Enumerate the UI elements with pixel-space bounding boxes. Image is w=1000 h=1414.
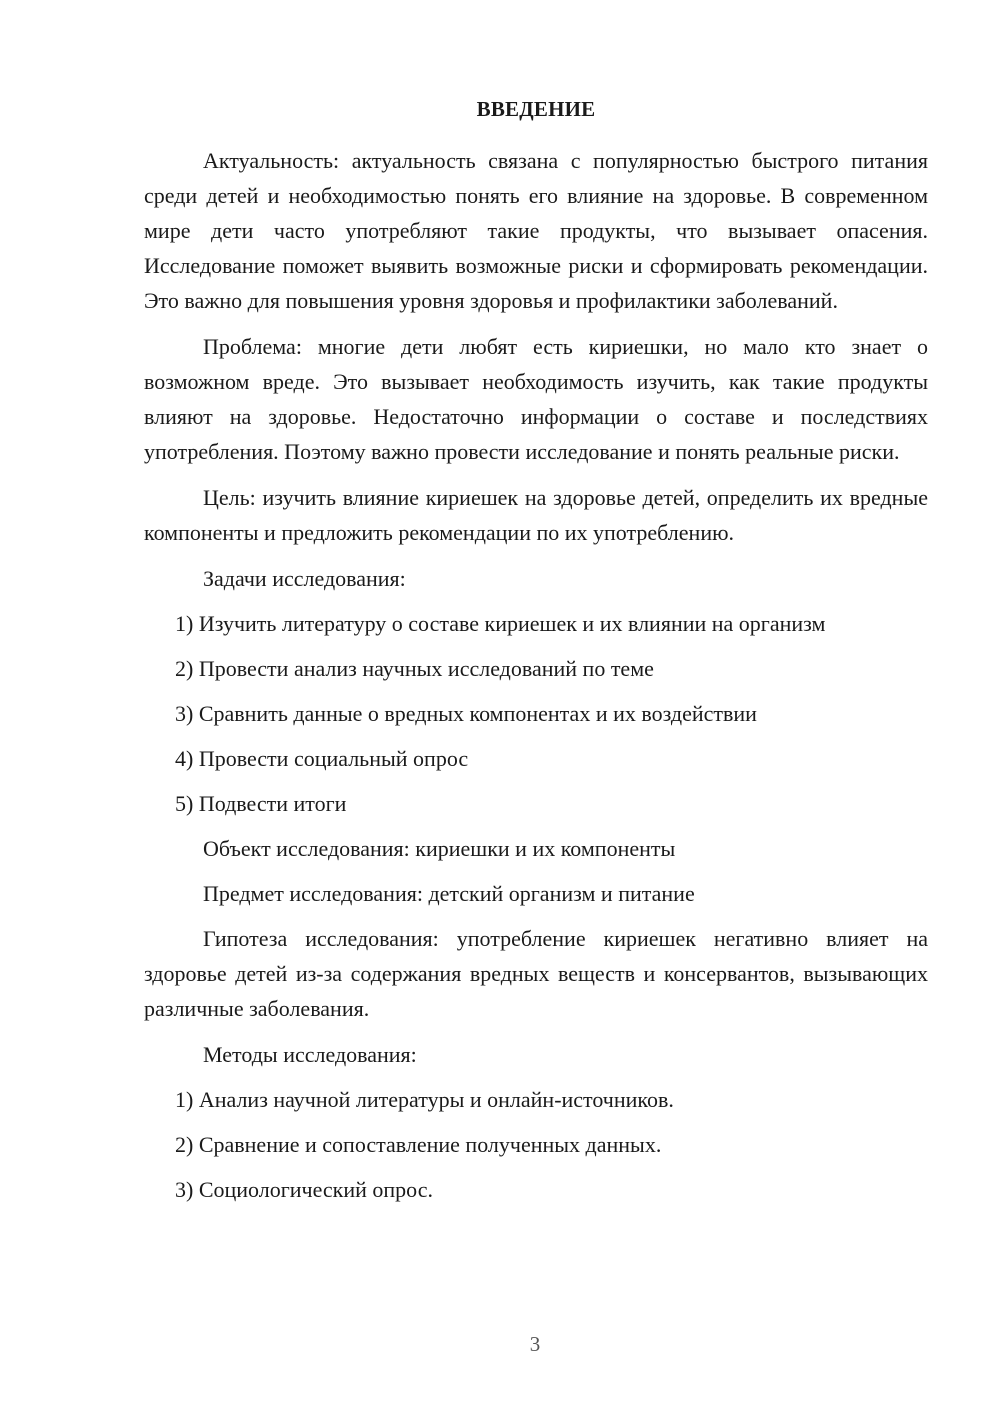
list-item: 1) Изучить литературу о составе кириешек и их влиянии на организм	[175, 611, 826, 636]
goal-paragraph: Цель: изучить влияние кириешек на здоровье детей, определить их вредные компоненты и предложить рекомендации по их употреблению.	[144, 485, 928, 545]
list-item: 2) Сравнение и сопоставление полученных данных.	[175, 1132, 662, 1157]
methods-title: Методы исследования:	[203, 1042, 417, 1067]
page-content	[144, 92, 928, 1217]
page-title: ВВЕДЕНИЕ	[476, 97, 596, 121]
list-item: 1) Анализ научной литературы и онлайн-источников.	[175, 1087, 674, 1112]
problem-paragraph: Проблема: многие дети любят есть кириешки, но мало кто знает о возможном вреде. Это вызывает необходимость изучить, как такие продукты влияют на здоровье. Недостаточно информации о составе и последствиях употребления. Поэтому важно провести исследование и понять реальные риски.	[144, 334, 928, 464]
list-item: 5) Подвести итоги	[175, 791, 347, 816]
tasks-list	[144, 606, 928, 821]
list-item: 2) Провести анализ научных исследований по теме	[175, 656, 654, 681]
relevance-paragraph: Актуальность: актуальность связана с популярностью быстрого питания среди детей и необходимостью понять его влияние на здоровье. В современном мире дети часто употребляют такие продукты, что вызывает опасения. Исследование поможет выявить возможные риски и сформировать рекомендации. Это важно для повышения уровня здоровья и профилактики заболеваний.	[144, 148, 928, 313]
hypothesis-paragraph: Гипотеза исследования: употребление кириешек негативно влияет на здоровье детей из-за содержания вредных веществ и консервантов, вызывающих различные заболевания.	[144, 926, 928, 1021]
research-subject: Предмет исследования: детский организм и питание	[203, 881, 695, 906]
list-item: 3) Сравнить данные о вредных компонентах и их воздействии	[175, 701, 757, 726]
tasks-title: Задачи исследования:	[203, 566, 406, 591]
list-item: 3) Социологический опрос.	[175, 1177, 433, 1202]
list-item: 4) Провести социальный опрос	[175, 746, 469, 771]
research-object: Объект исследования: кириешки и их компоненты	[203, 836, 676, 861]
methods-list	[144, 1082, 928, 1207]
page-number: 3	[529, 1332, 541, 1356]
